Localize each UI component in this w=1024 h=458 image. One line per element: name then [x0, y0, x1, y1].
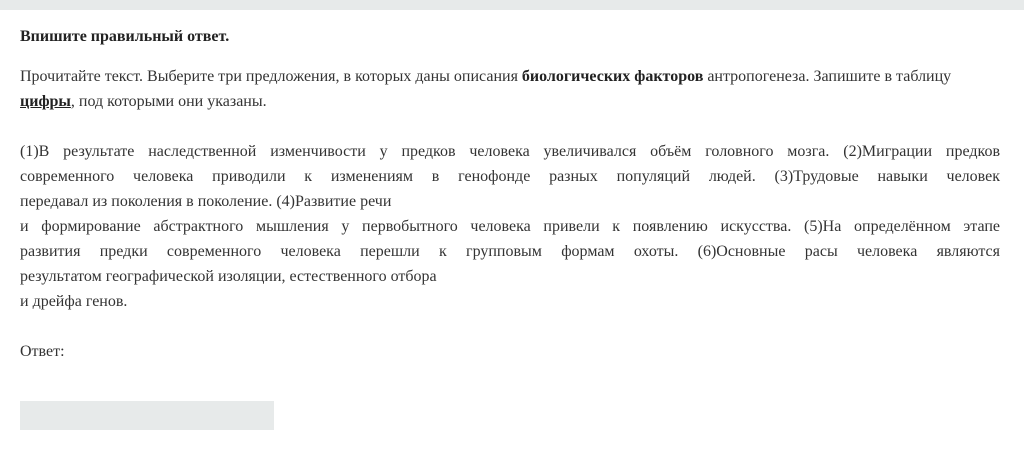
- task-text-part1: Прочитайте текст. Выберите три предложения, в которых даны описания: [20, 68, 522, 85]
- answer-input[interactable]: [20, 401, 274, 430]
- task-bold-term: биологических факторов: [521, 68, 704, 85]
- task-text: [20, 64, 1000, 114]
- passage-line: (1)В результате наследственной изменчивости у предков человека увеличивался объём головного мозга. (2)Миграции предков: [20, 143, 1000, 160]
- task-text-part2: антропогенеза. Запишите в таблицу: [703, 68, 952, 85]
- top-bar: [0, 0, 1024, 10]
- passage-line: результатом географической изоляции, естественного отбора: [20, 268, 437, 285]
- answer-label: Ответ:: [20, 343, 65, 360]
- passage-line: передавал из поколения в поколение. (4)Развитие речи: [20, 193, 392, 210]
- passage-text: [20, 139, 1000, 314]
- instruction-heading: Впишите правильный ответ.: [20, 28, 230, 45]
- task-digits-word: цифры: [20, 93, 71, 110]
- passage-line: и формирование абстрактного мышления у первобытного человека привели к появлению искусства. (5)На определённом этапе: [20, 218, 1000, 235]
- task-text-part3: , под которыми они указаны.: [70, 93, 267, 110]
- passage-line: развития предки современного человека перешли к групповым формам охоты. (6)Основные расы человека являются: [20, 243, 1000, 260]
- passage-line: и дрейфа генов.: [20, 293, 128, 310]
- question-block: [20, 27, 1000, 364]
- passage-line: современного человека приводили к изменениям в генофонде разных популяций людей. (3)Трудовые навыки человек: [20, 168, 1000, 185]
